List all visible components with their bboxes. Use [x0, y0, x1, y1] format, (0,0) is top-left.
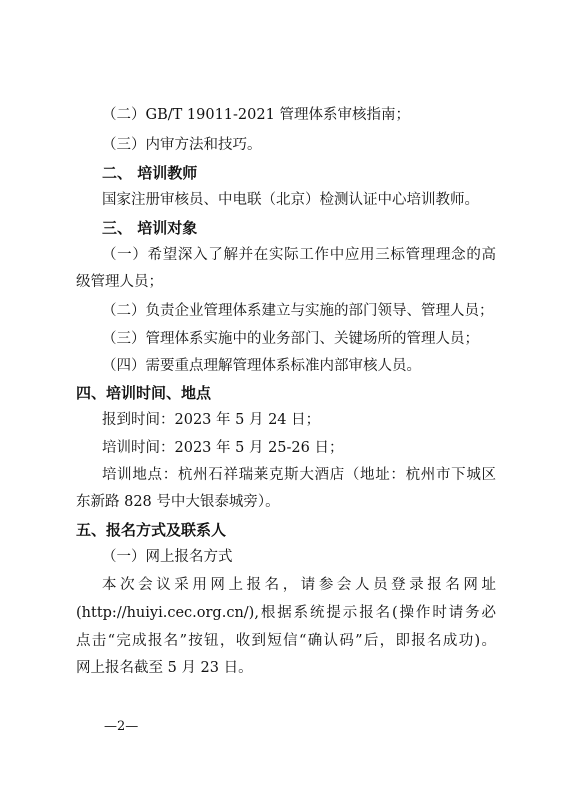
paragraph-line: （一）希望深入了解并在实际工作中应用三标管理理念的高 — [102, 247, 496, 263]
paragraph-line: （三）管理体系实施中的业务部门、关键场所的管理人员； — [102, 331, 479, 347]
paragraph-line: 东新路 828 号中大银泰城旁）。 — [76, 494, 280, 510]
paragraph-line: 级管理人员； — [76, 274, 163, 290]
paragraph-line: 培训地点：杭州石祥瑞莱克斯大酒店（地址：杭州市下城区 — [102, 467, 496, 483]
paragraph-line: (http://huiyi.cec.org.cn/),根据系统提示报名(操作时请务必 — [76, 605, 496, 621]
paragraph-line: 报到时间：2023 年 5 月 24 日； — [102, 412, 321, 428]
section-heading: 三、 培训对象 — [102, 219, 198, 237]
paragraph-line: （四）需要重点理解管理体系标准内部审核人员。 — [102, 358, 421, 374]
paragraph-line: 本次会议采用网上报名，请参会人员登录报名网址 — [102, 577, 496, 593]
section-heading: 四、培训时间、地点 — [76, 384, 212, 402]
paragraph-line: （二）负责企业管理体系建立与实施的部门领导、管理人员； — [102, 303, 494, 319]
paragraph-line: 点击“完成报名”按钮，收到短信“确认码”后，即报名成功)。 — [76, 633, 496, 649]
paragraph-line: 培训时间：2023 年 5 月 25-26 日； — [102, 440, 344, 456]
section-heading: 二、 培训教师 — [102, 164, 198, 182]
subsection-heading: （一）网上报名方式 — [102, 549, 233, 565]
paragraph-line: （三）内审方法和技巧。 — [102, 137, 262, 153]
section-heading: 五、报名方式及联系人 — [76, 521, 227, 539]
paragraph-line: 国家注册审核员、中电联（北京）检测认证中心培训教师。 — [102, 192, 479, 208]
paragraph-line: 网上报名截至 5 月 23 日。 — [76, 660, 253, 676]
paragraph-line: （二）GB/T 19011-2021 管理体系审核指南； — [102, 107, 410, 123]
page-number: —2— — [104, 719, 139, 734]
